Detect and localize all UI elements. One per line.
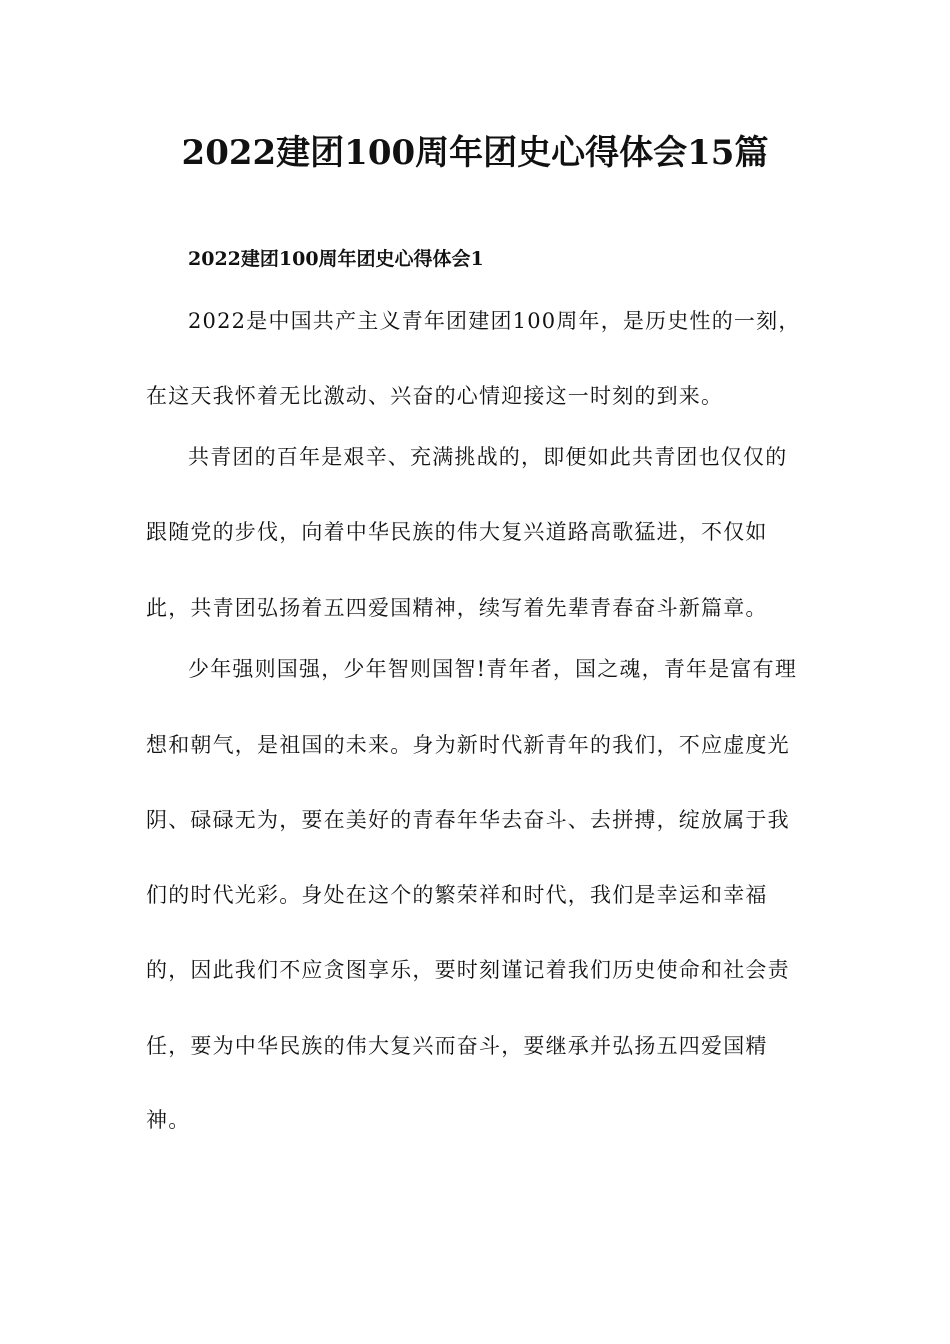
paragraph-line: 在这天我怀着无比激动、兴奋的心情迎接这一时刻的到来。: [146, 384, 724, 408]
paragraph-line: 的，因此我们不应贪图享乐，要时刻谨记着我们历史使命和社会责: [146, 958, 790, 982]
paragraph-line: 任，要为中华民族的伟大复兴而奋斗，要继承并弘扬五四爱国精: [146, 1034, 768, 1058]
section-heading: 2022建团100周年团史心得体会1: [188, 248, 484, 270]
paragraph-line: 此，共青团弘扬着五四爱国精神，续写着先辈青春奋斗新篇章。: [146, 596, 768, 620]
paragraph-line: 阴、碌碌无为，要在美好的青春年华去奋斗、去拼搏，绽放属于我: [146, 808, 790, 832]
paragraph-line: 想和朝气，是祖国的未来。身为新时代新青年的我们，不应虚度光: [146, 733, 790, 757]
document-title: 2022建团100周年团史心得体会15篇: [181, 133, 769, 173]
paragraph-line: 们的时代光彩。身处在这个的繁荣祥和时代，我们是幸运和幸福: [146, 883, 768, 907]
paragraph-line: 2022是中国共产主义青年团建团100周年，是历史性的一刻，: [188, 309, 801, 333]
paragraph-line: 少年强则国强，少年智则国智!青年者，国之魂，青年是富有理: [188, 657, 798, 681]
paragraph-line: 跟随党的步伐，向着中华民族的伟大复兴道路高歌猛进，不仅如: [146, 520, 768, 544]
paragraph-line: 神。: [146, 1108, 191, 1132]
paragraph-line: 共青团的百年是艰辛、充满挑战的，即便如此共青团也仅仅的: [188, 445, 788, 469]
